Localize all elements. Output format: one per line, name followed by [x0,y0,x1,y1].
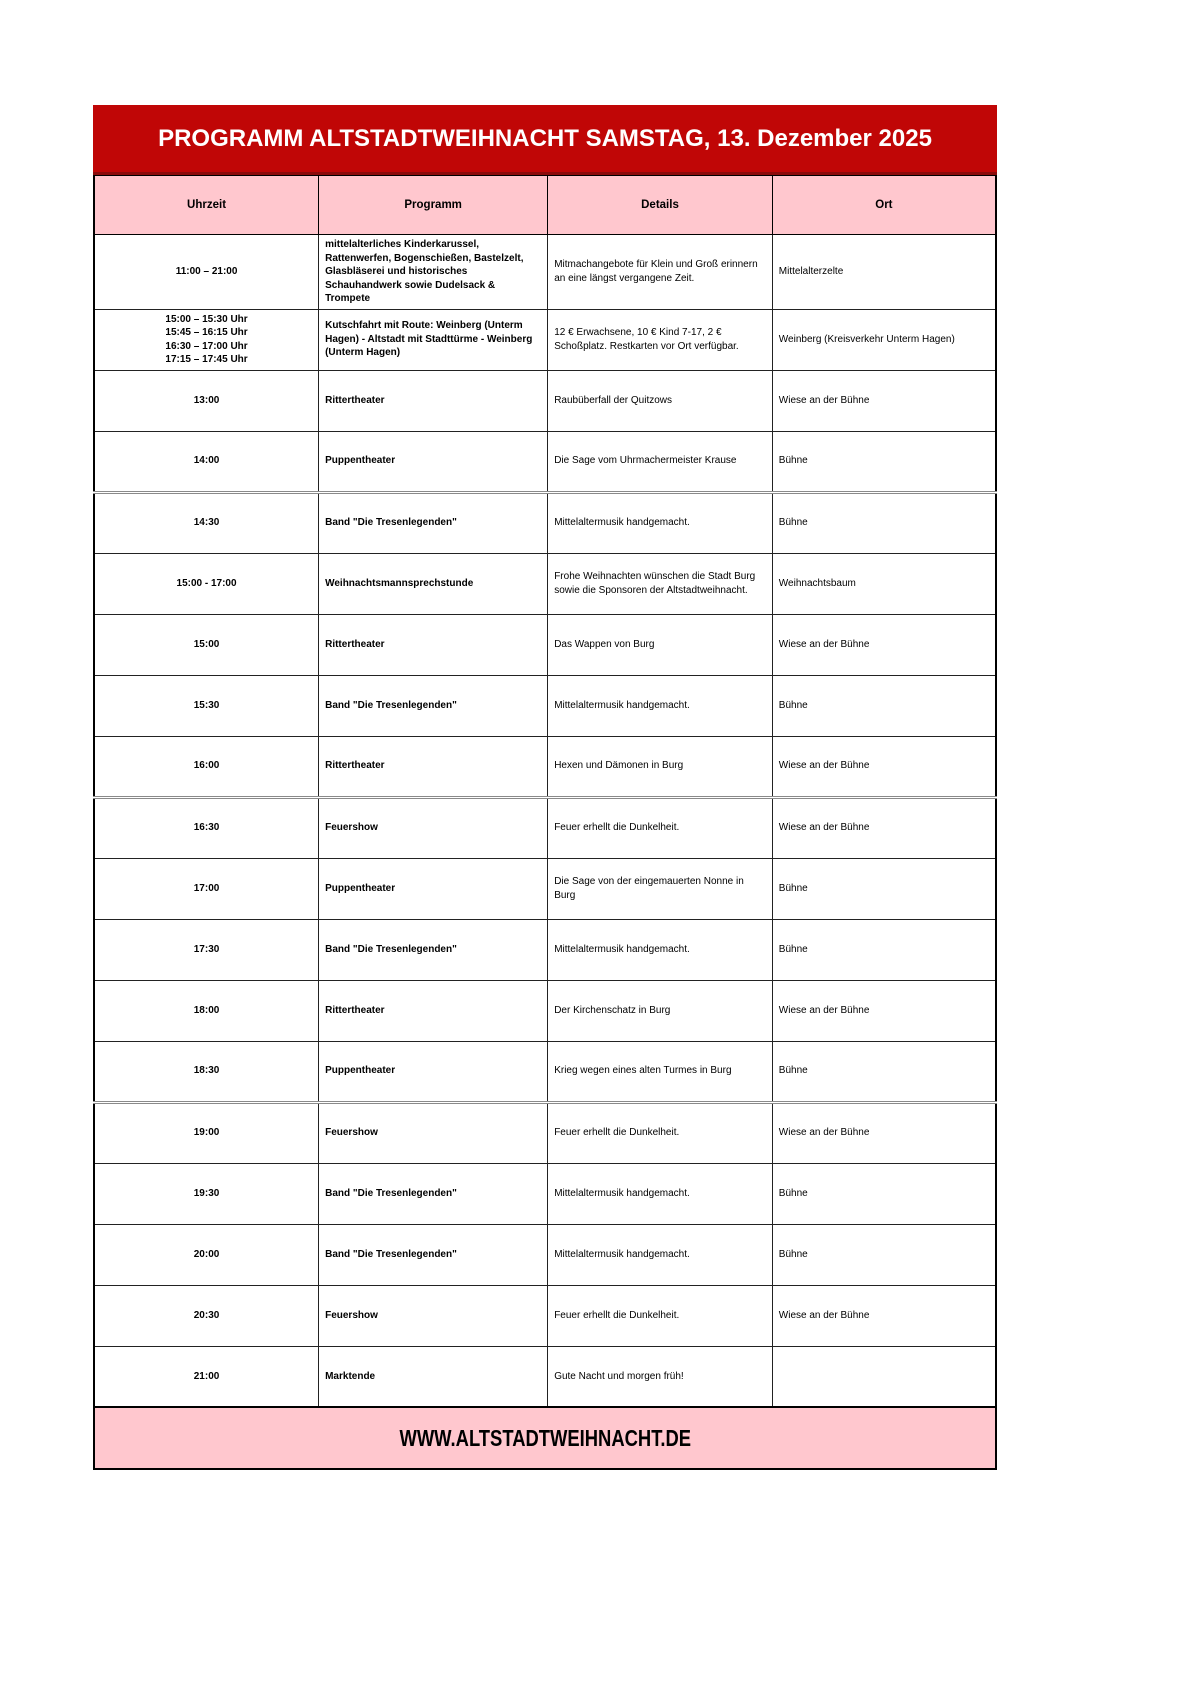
cell-details: Feuer erhellt die Dunkelheit. [548,1102,773,1163]
cell-ort: Bühne [772,1163,996,1224]
cell-details: Krieg wegen eines alten Turmes in Burg [548,1041,773,1102]
table-row [94,309,996,370]
cell-details: Mittelaltermusik handgemacht. [548,1163,773,1224]
cell-uhrzeit [94,553,319,614]
cell-uhrzeit [94,980,319,1041]
cell-details: Mittelaltermusik handgemacht. [548,675,773,736]
time-line: 15:45 – 16:15 Uhr [165,327,248,338]
cell-uhrzeit [94,675,319,736]
header-row [94,176,996,235]
cell-uhrzeit [94,1041,319,1102]
table-row [94,1346,996,1407]
cell-ort: Bühne [772,675,996,736]
time-line: 20:00 [193,1248,220,1260]
cell-programm: Weihnachtsmannsprechstunde [319,553,548,614]
cell-ort: Wiese an der Bühne [772,614,996,675]
time-line: 16:30 [193,822,220,834]
page-title: PROGRAMM ALTSTADTWEIHNACHT SAMSTAG, 13. Dezember 2025 [93,105,997,175]
cell-uhrzeit [94,370,319,431]
cell-programm: Rittertheater [319,736,548,797]
column-header-uhrzeit: Uhrzeit [94,176,319,235]
cell-uhrzeit [94,492,319,553]
cell-ort: Wiese an der Bühne [772,1285,996,1346]
table-row [94,858,996,919]
cell-details: 12 € Erwachsene, 10 € Kind 7-17, 2 € Schoßplatz. Restkarten vor Ort verfügbar. [548,309,773,370]
table-row [94,370,996,431]
cell-ort: Wiese an der Bühne [772,797,996,858]
cell-programm: Band "Die Tresenlegenden" [319,492,548,553]
cell-programm: Kutschfahrt mit Route: Weinberg (Unterm Hagen) - Altstadt mit Stadttürme - Weinberg (Unterm Hagen) [319,309,548,370]
cell-uhrzeit [94,614,319,675]
column-header-programm: Programm [319,176,548,235]
cell-programm: Feuershow [319,1285,548,1346]
cell-uhrzeit [94,1163,319,1224]
time-line: 18:00 [193,1004,220,1016]
cell-programm: Puppentheater [319,1041,548,1102]
footer-banner [93,1408,997,1470]
cell-programm: Band "Die Tresenlegenden" [319,1163,548,1224]
cell-programm: Rittertheater [319,370,548,431]
cell-ort: Wiese an der Bühne [772,1102,996,1163]
table-row [94,919,996,980]
time-line: 21:00 [193,1370,220,1382]
program-table [93,175,997,1408]
cell-uhrzeit [94,1224,319,1285]
time-line: 19:30 [193,1187,220,1199]
cell-details: Hexen und Dämonen in Burg [548,736,773,797]
cell-details: Der Kirchenschatz in Burg [548,980,773,1041]
cell-ort: Bühne [772,858,996,919]
table-row [94,553,996,614]
program-sheet [93,105,997,1470]
cell-details: Die Sage von der eingemauerten Nonne in Burg [548,858,773,919]
table-row [94,235,996,310]
time-line: 14:30 [193,517,220,529]
cell-programm: Band "Die Tresenlegenden" [319,675,548,736]
cell-ort: Bühne [772,1224,996,1285]
time-line: 15:00 [193,638,220,650]
cell-uhrzeit [94,431,319,492]
cell-programm: mittelalterliches Kinderkarussel, Rattenwerfen, Bogenschießen, Bastelzelt, Glasbläserei und historisches Schauhandwerk sowie Dudelsack & Trompete [319,235,548,310]
time-line: 16:30 – 17:00 Uhr [165,340,248,352]
cell-uhrzeit [94,1102,319,1163]
table-row [94,980,996,1041]
time-line: 17:00 [193,882,220,894]
table-row [94,797,996,858]
table-row [94,431,996,492]
cell-programm: Band "Die Tresenlegenden" [319,919,548,980]
table-row [94,675,996,736]
cell-programm: Band "Die Tresenlegenden" [319,1224,548,1285]
column-header-ort: Ort [772,176,996,235]
cell-details: Mitmachangebote für Klein und Groß erinnern an eine längst vergangene Zeit. [548,235,773,310]
table-row [94,1224,996,1285]
table-row [94,1285,996,1346]
cell-programm: Rittertheater [319,614,548,675]
cell-ort: Wiese an der Bühne [772,370,996,431]
cell-ort: Mittelalterzelte [772,235,996,310]
table-row [94,736,996,797]
time-line: 18:30 [193,1065,220,1077]
cell-ort [772,1346,996,1407]
cell-uhrzeit [94,235,319,310]
time-line: 15:30 [193,699,220,711]
cell-ort: Bühne [772,1041,996,1102]
cell-details: Feuer erhellt die Dunkelheit. [548,1285,773,1346]
cell-details: Die Sage vom Uhrmachermeister Krause [548,431,773,492]
cell-programm: Rittertheater [319,980,548,1041]
cell-details: Mittelaltermusik handgemacht. [548,492,773,553]
program-rows [94,235,996,1408]
cell-uhrzeit [94,919,319,980]
time-line: 17:15 – 17:45 Uhr [165,354,248,365]
table-row [94,1102,996,1163]
cell-ort: Bühne [772,492,996,553]
time-line: 11:00 – 21:00 [175,266,238,277]
cell-ort: Wiese an der Bühne [772,980,996,1041]
website-url: WWW.ALTSTADTWEIHNACHT.DE [399,1424,691,1451]
cell-uhrzeit [94,797,319,858]
cell-details: Mittelaltermusik handgemacht. [548,919,773,980]
cell-ort: Bühne [772,919,996,980]
table-row [94,1041,996,1102]
time-line: 14:00 [193,455,220,467]
cell-ort: Wiese an der Bühne [772,736,996,797]
cell-details: Feuer erhellt die Dunkelheit. [548,797,773,858]
time-line: 16:00 [193,760,220,772]
time-line: 13:00 [193,394,220,406]
cell-programm: Marktende [319,1346,548,1407]
table-row [94,492,996,553]
cell-ort: Weinberg (Kreisverkehr Unterm Hagen) [772,309,996,370]
cell-programm: Feuershow [319,1102,548,1163]
column-header-details: Details [548,176,773,235]
cell-details: Gute Nacht und morgen früh! [548,1346,773,1407]
cell-uhrzeit [94,309,319,370]
cell-details: Mittelaltermusik handgemacht. [548,1224,773,1285]
cell-programm: Feuershow [319,797,548,858]
cell-details: Raubüberfall der Quitzows [548,370,773,431]
table-row [94,1163,996,1224]
time-line: 19:00 [193,1127,220,1139]
cell-uhrzeit [94,858,319,919]
time-line: 17:30 [193,943,220,955]
cell-programm: Puppentheater [319,431,548,492]
time-line: 15:00 – 15:30 Uhr [165,313,248,325]
cell-uhrzeit [94,1285,319,1346]
cell-uhrzeit [94,736,319,797]
cell-details: Das Wappen von Burg [548,614,773,675]
cell-ort: Weihnachtsbaum [772,553,996,614]
time-line: 15:00 - 17:00 [176,577,237,589]
cell-programm: Puppentheater [319,858,548,919]
table-row [94,614,996,675]
cell-details: Frohe Weihnachten wünschen die Stadt Burg sowie die Sponsoren der Altstadtweihnacht. [548,553,773,614]
cell-ort: Bühne [772,431,996,492]
cell-uhrzeit [94,1346,319,1407]
table-header [94,176,996,235]
time-line: 20:30 [193,1309,220,1321]
